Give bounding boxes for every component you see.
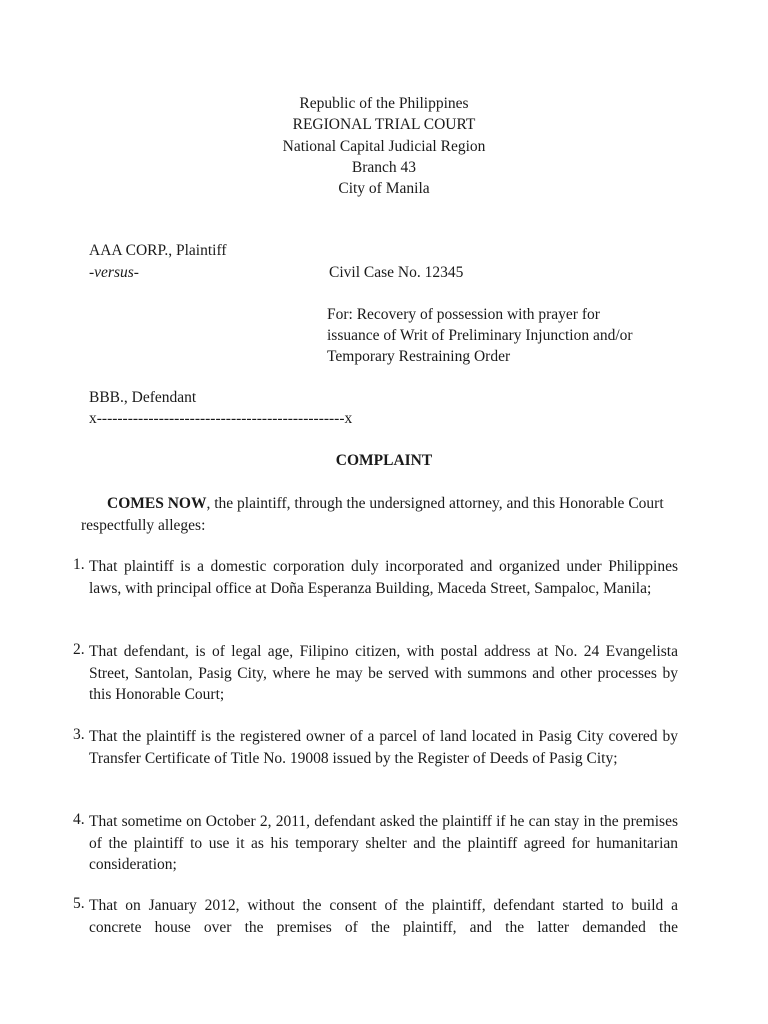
header-court: REGIONAL TRIAL COURT bbox=[292, 116, 476, 133]
intro-paragraph bbox=[81, 493, 681, 537]
header-branch: Branch 43 bbox=[351, 159, 417, 176]
header-republic: Republic of the Philippines bbox=[299, 95, 469, 112]
intro-text: , the plaintiff, through the undersigned attorney, and this Honorable Court respectfully alleges: bbox=[81, 495, 664, 534]
header-city: City of Manila bbox=[338, 180, 430, 197]
paragraph-2-text: That defendant, is of legal age, Filipino citizen, with postal address at No. 24 Evangelista Street, Santolan, Pasig City, where he may be served with summons and other processes by this Honorable Court; bbox=[89, 643, 678, 703]
defendant-name: BBB., Defendant bbox=[89, 389, 197, 406]
case-nature-line-2: issuance of Writ of Preliminary Injunction and/or bbox=[327, 327, 633, 344]
document-title: COMPLAINT bbox=[335, 452, 433, 469]
paragraph-5-number: 5. bbox=[73, 895, 85, 912]
case-number: Civil Case No. 12345 bbox=[329, 264, 464, 281]
plaintiff-name: AAA CORP., Plaintiff bbox=[89, 242, 227, 259]
versus-label: -versus- bbox=[89, 264, 139, 281]
paragraph-4-number: 4. bbox=[73, 811, 85, 828]
paragraph-5-text: That on January 2012, without the consent of the plaintiff, defendant started to build a concrete house over the premises of the plaintiff, and the latter demanded the bbox=[89, 897, 678, 936]
paragraph-3-number: 3. bbox=[73, 726, 85, 743]
paragraph-4-text: That sometime on October 2, 2011, defendant asked the plaintiff if he can stay in the premises of the plaintiff to use it as his temporary shelter and the plaintiff agreed for humanitarian consideration; bbox=[89, 813, 678, 873]
case-nature-line-1: For: Recovery of possession with prayer for bbox=[327, 306, 600, 323]
intro-bold-lead: COMES NOW bbox=[107, 495, 207, 512]
paragraph-1-number: 1. bbox=[73, 556, 85, 573]
caption-separator: x------------------------------------------------x bbox=[89, 410, 353, 427]
paragraph-2-number: 2. bbox=[73, 641, 85, 658]
header-region: National Capital Judicial Region bbox=[282, 138, 486, 155]
paragraph-1-text: That plaintiff is a domestic corporation duly incorporated and organized under Philippines laws, with principal office at Doña Esperanza Building, Maceda Street, Sampaloc, Manila; bbox=[89, 558, 678, 597]
paragraph-3-text: That the plaintiff is the registered owner of a parcel of land located in Pasig City covered by Transfer Certificate of Title No. 19008 issued by the Register of Deeds of Pasig City; bbox=[89, 728, 678, 767]
case-nature-line-3: Temporary Restraining Order bbox=[327, 348, 511, 365]
